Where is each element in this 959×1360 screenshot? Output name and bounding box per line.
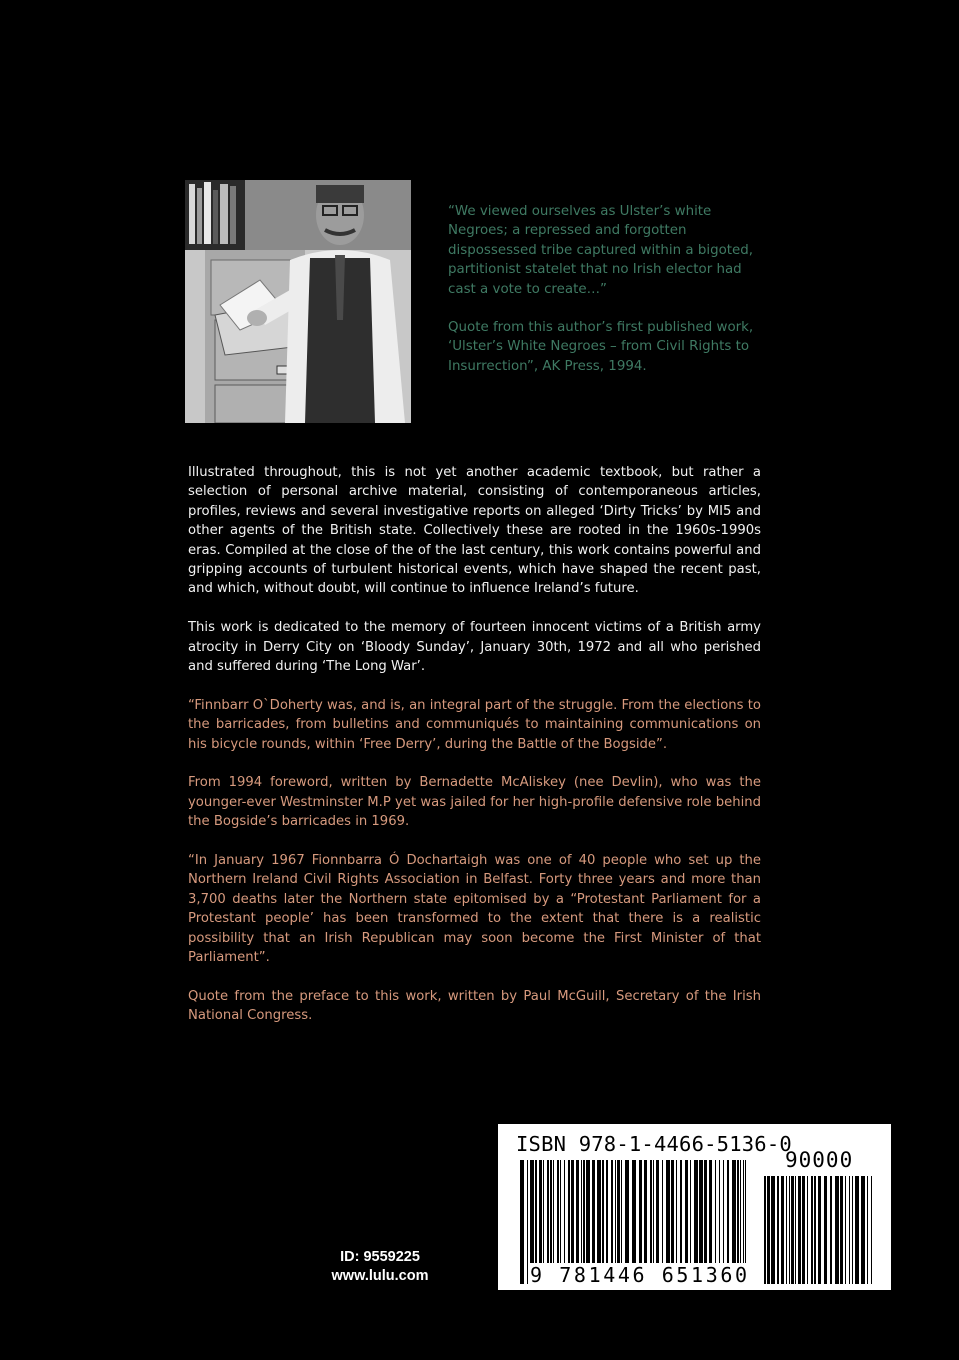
side-quote-attribution: Quote from this author’s first published work, ‘Ulster’s White Negroes – from Civil Rights to Insurrection”, AK Press, 1994. (448, 320, 754, 374)
endorsement-attribution-2: Quote from the preface to this work, written by Paul McGuill, Secretary of the Irish National Congress. (188, 988, 761, 1024)
barcode-bar (861, 1176, 865, 1284)
barcode-bar (791, 1176, 794, 1284)
barcode-bar (849, 1176, 850, 1284)
side-quote-block (448, 202, 758, 395)
barcode-bar (798, 1176, 801, 1284)
barcode-bar (818, 1176, 821, 1284)
author-photo-image (185, 180, 411, 423)
isbn-label: ISBN 978-1-4466-5136-0 (516, 1132, 792, 1156)
barcode-addon-number: 90000 (785, 1148, 854, 1172)
side-quote-text: “We viewed ourselves as Ulster’s white Negroes; a repressed and forgotten dispossessed tribe captured within a bigoted, partitionist statelet that no Irish elector had cast a vote to create…” (448, 204, 754, 297)
barcode-bar (852, 1176, 853, 1284)
barcode-bar (871, 1176, 872, 1284)
barcode-bar (840, 1176, 843, 1284)
barcode-bar (771, 1176, 775, 1284)
barcode-bar (845, 1176, 846, 1284)
endorsement-quote-1: “Finnbarr O`Doherty was, and is, an integral part of the struggle. From the elections to the barricades, from bulletins and communiqués to maintaining communications on his bicycle rounds, within ‘Free Derry’, during the Battle of the Bogside”. (188, 697, 761, 752)
barcode-ean-number: 9 781446 651360 (530, 1263, 750, 1287)
endorsement-attribution-1: From 1994 foreword, written by Bernadette McAliskey (nee Devlin), who was the younger-ever Westminster M.P yet was jailed for her high-profile defensive role behind the Bogside’s barricades in 1969. (188, 775, 761, 830)
barcode-bar (520, 1160, 524, 1284)
publisher-info (300, 1248, 460, 1286)
barcode-bar (807, 1176, 808, 1284)
back-cover-text (188, 463, 761, 1045)
barcode-bar (795, 1176, 796, 1284)
barcode-bar (830, 1176, 832, 1284)
publisher-website: www.lulu.com (331, 1268, 429, 1284)
barcode-bar (835, 1176, 839, 1284)
barcode-bar (777, 1176, 779, 1284)
barcode-bar (786, 1176, 787, 1284)
description-paragraph-1: Illustrated throughout, this is not yet another academic textbook, but rather a selection of personal archive material, consisting of contemporaneous articles, profiles, reviews and several investigative reports on alleged ‘Dirty Tricks’ by MI5 and other agents of the British state. Collectively these are rooted in the 1960s-1990s eras. Compiled at the close of the of the last century, this work contains powerful and gripping accounts of turbulent historical events, which have shaped the recent past, and which, without doubt, will continue to influence Ireland’s future. (188, 465, 761, 597)
isbn-barcode (498, 1124, 891, 1290)
barcode-bar (802, 1176, 805, 1284)
barcode-bar (764, 1176, 766, 1284)
barcode-bar (811, 1176, 813, 1284)
description-paragraph-2: This work is dedicated to the memory of fourteen innocent victims of a British army atrocity in Derry City on ‘Bloody Sunday’, January 30th, 1972 and all who perished and suffered during ‘The Long War’. (188, 620, 761, 675)
barcode-bar (867, 1176, 868, 1284)
author-photo (185, 180, 411, 423)
endorsement-quote-2: “In January 1967 Fionnbarra Ó Dochartaigh was one of 40 people who set up the Northern Ireland Civil Rights Association in Belfast. Forty three years and more than 3,700 deaths later the Northern state epitomised by a “Protestant Parliament for a Protestant people’ has been transformed to the extent that there is a realistic possibility that an Irish Republican may soon become the First Minister of that Parliament”. (188, 853, 761, 966)
barcode-bar (789, 1176, 790, 1284)
barcode-bar (814, 1176, 816, 1284)
barcode-bar (781, 1176, 784, 1284)
barcode-bar (824, 1176, 827, 1284)
barcode-bar (767, 1176, 770, 1284)
barcode-bar (855, 1176, 859, 1284)
publisher-id: ID: 9559225 (340, 1249, 420, 1265)
